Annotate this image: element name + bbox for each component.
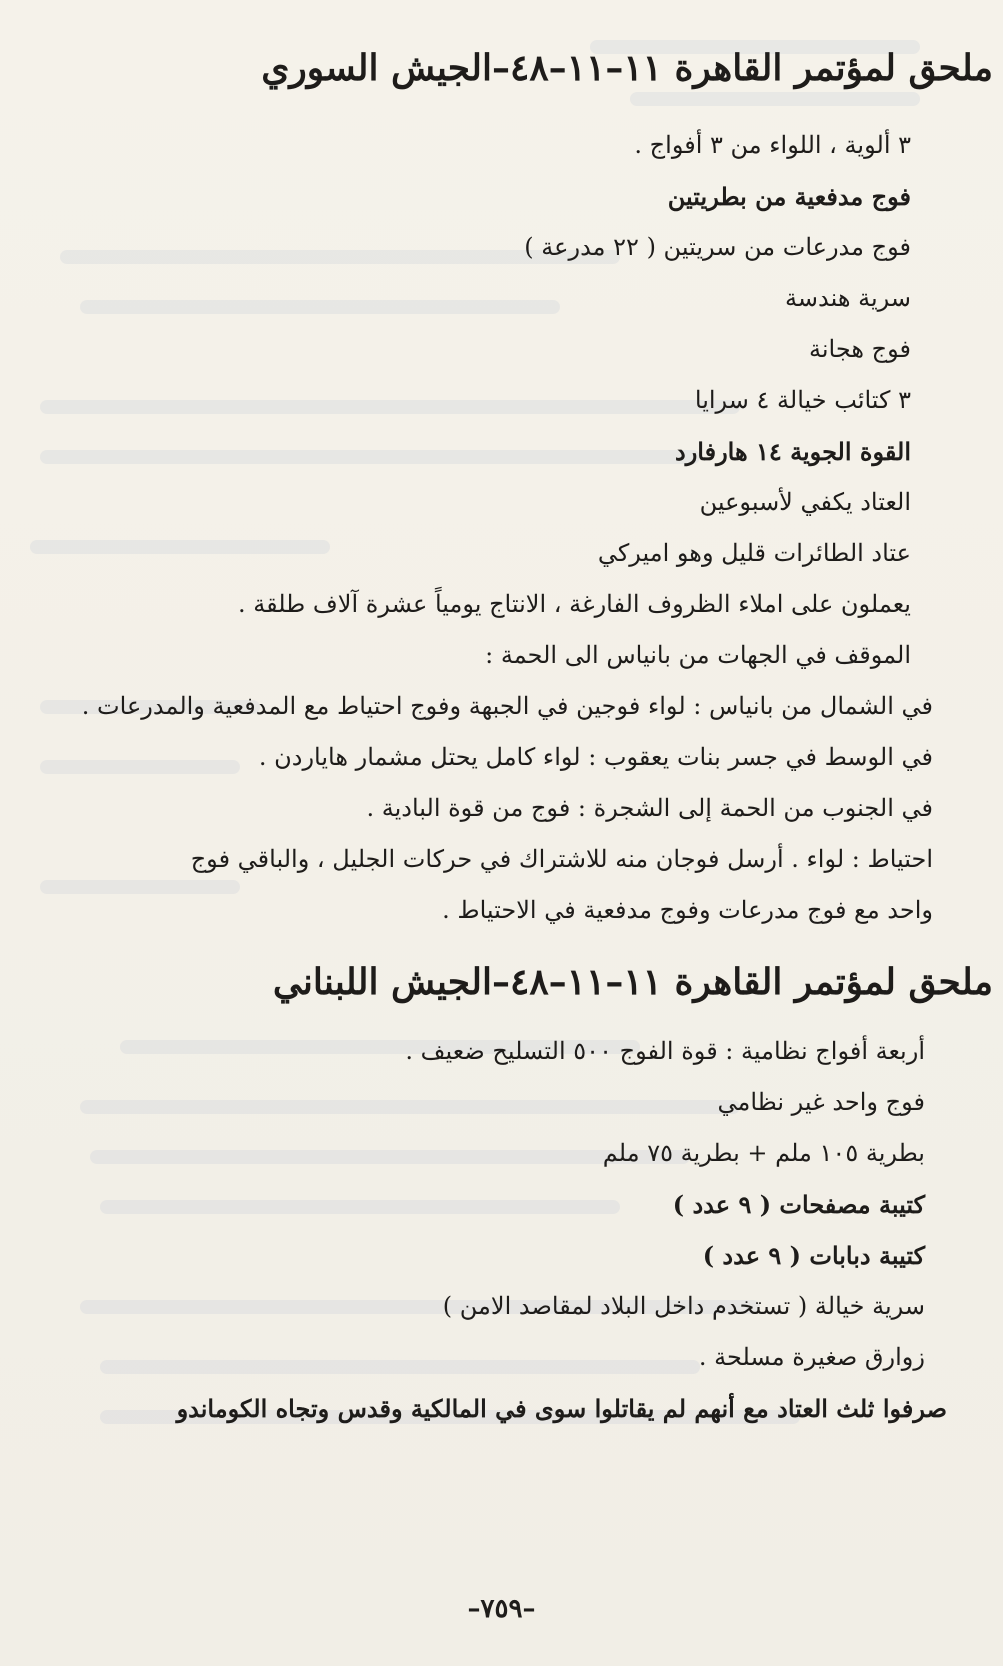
syrian-army-section [33, 120, 933, 936]
syria-line: في الشمال من بانياس : لواء فوجين في الجبهة وفوج احتياط مع المدفعية والمدرعات . [81, 692, 933, 720]
lebanon-line: أربعة أفواج نظامية : قوة الفوج ٥٠٠ التسليح ضعيف . [405, 1037, 925, 1065]
page-number: –٧٥٩– [467, 1594, 536, 1624]
lebanon-line: بطرية ١٠٥ ملم + بطرية ٧٥ ملم [602, 1139, 925, 1167]
page-content [33, 38, 993, 1434]
syria-line: ٣ ألوية ، اللواء من ٣ أفواج . [634, 131, 911, 159]
syria-line: في الوسط في جسر بنات يعقوب : لواء كامل يحتل مشمار هاياردن . [258, 743, 933, 771]
syria-line: في الجنوب من الحمة إلى الشجرة : فوج من قوة البادية . [366, 794, 933, 822]
syria-line: واحد مع فوج مدرعات وفوج مدفعية في الاحتياط . [442, 896, 933, 924]
lebanese-army-section [33, 1026, 947, 1434]
lebanon-line: زوارق صغيرة مسلحة . [698, 1343, 925, 1371]
syria-line: فوج مدرعات من سريتين ( ٢٢ مدرعة ) [524, 233, 911, 261]
syria-line: الموقف في الجهات من بانياس الى الحمة : [485, 641, 911, 669]
syria-line: العتاد يكفي لأسبوعين [699, 488, 911, 516]
lebanon-line: صرفوا ثلث العتاد مع أنهم لم يقاتلوا سوى في المالكية وقدس وتجاه الكوماندو [176, 1394, 947, 1423]
heading-syrian-army: ملحق لمؤتمر القاهرة ١١–١١–٤٨–الجيش السوري [261, 47, 993, 89]
syria-line: يعملون على املاء الظروف الفارغة ، الانتاج يومياً عشرة آلاف طلقة . [237, 590, 911, 618]
syria-line: فوج مدفعية من بطريتين [667, 182, 911, 211]
heading-lebanese-army: ملحق لمؤتمر القاهرة ١١–١١–٤٨–الجيش اللبناني [272, 961, 993, 1003]
syria-line: ٣ كتائب خيالة ٤ سرايا [694, 386, 911, 414]
syria-line: القوة الجوية ١٤ هارفارد [675, 437, 911, 466]
syria-line: فوج هجانة [809, 335, 911, 363]
syria-line: عتاد الطائرات قليل وهو اميركي [597, 539, 911, 567]
lebanon-line: سرية خيالة ( تستخدم داخل البلاد لمقاصد الامن ) [442, 1292, 925, 1320]
lebanon-line: كتيبة دبابات ( ٩ عدد ) [702, 1241, 925, 1270]
lebanon-line: فوج واحد غير نظامي [717, 1088, 925, 1116]
lebanon-line: كتيبة مصفحات ( ٩ عدد ) [672, 1190, 925, 1219]
syria-line: احتياط : لواء . أرسل فوجان منه للاشتراك في حركات الجليل ، والباقي فوج [190, 845, 933, 873]
syria-line: سرية هندسة [785, 284, 911, 312]
